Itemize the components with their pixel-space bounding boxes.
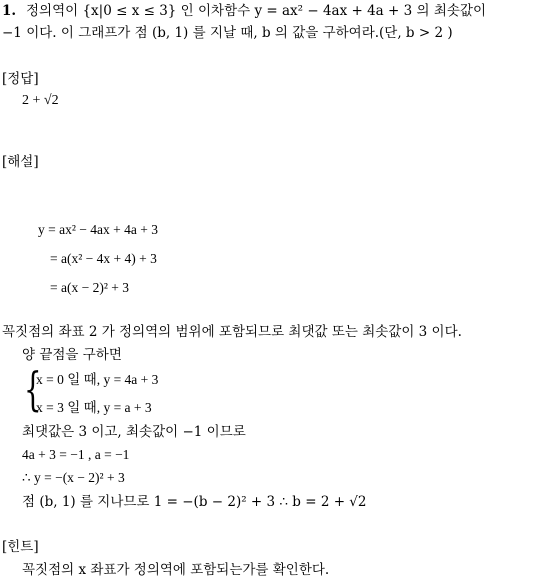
problem-line-1: 정의역이 {x|0 ≤ x ≤ 3} 인 이차함수 y = ax² − 4ax + 4a + 3 의 최솟값이 xyxy=(26,3,486,19)
solution-header: [해설] xyxy=(2,154,39,170)
hint-text: 꼭짓점의 x 좌표가 정의역에 포함되는가를 확인한다. xyxy=(22,562,330,578)
problem-number: 1. xyxy=(2,3,17,19)
explanation-line-3: 최댓값은 3 이고, 최솟값이 −1 이므로 xyxy=(22,424,246,440)
equation-line-2: = a(x² − 4x + 4) + 3 xyxy=(50,251,157,266)
explanation-line-5: ∴ y = −(x − 2)² + 3 xyxy=(22,470,125,485)
answer-value: 2 + √2 xyxy=(22,93,59,108)
hint-header: [힌트] xyxy=(2,539,39,555)
case-line-1: x = 0 일 때, y = 4a + 3 xyxy=(36,372,159,387)
explanation-line-6: 점 (b, 1) 를 지나므로 1 = −(b − 2)² + 3 ∴ b = 2 + √2 xyxy=(22,494,367,510)
explanation-line-2: 양 끝점을 구하면 xyxy=(22,347,122,363)
explanation-line-1: 꼭짓점의 좌표 2 가 정의역의 범위에 포함되므로 최댓값 또는 최솟값이 3 이다. xyxy=(2,324,462,340)
explanation-line-4: 4a + 3 = −1 , a = −1 xyxy=(22,447,130,462)
left-brace-symbol: { xyxy=(24,362,42,416)
problem-line-2: −1 이다. 이 그래프가 점 (b, 1) 를 지날 때, b 의 값을 구하여라.(단, b > 2 ) xyxy=(2,25,453,41)
case-line-2: x = 3 일 때, y = a + 3 xyxy=(36,400,152,415)
equation-line-1: y = ax² − 4ax + 4a + 3 xyxy=(38,222,158,237)
answer-header: [정답] xyxy=(2,71,39,87)
equation-line-3: = a(x − 2)² + 3 xyxy=(50,280,129,295)
